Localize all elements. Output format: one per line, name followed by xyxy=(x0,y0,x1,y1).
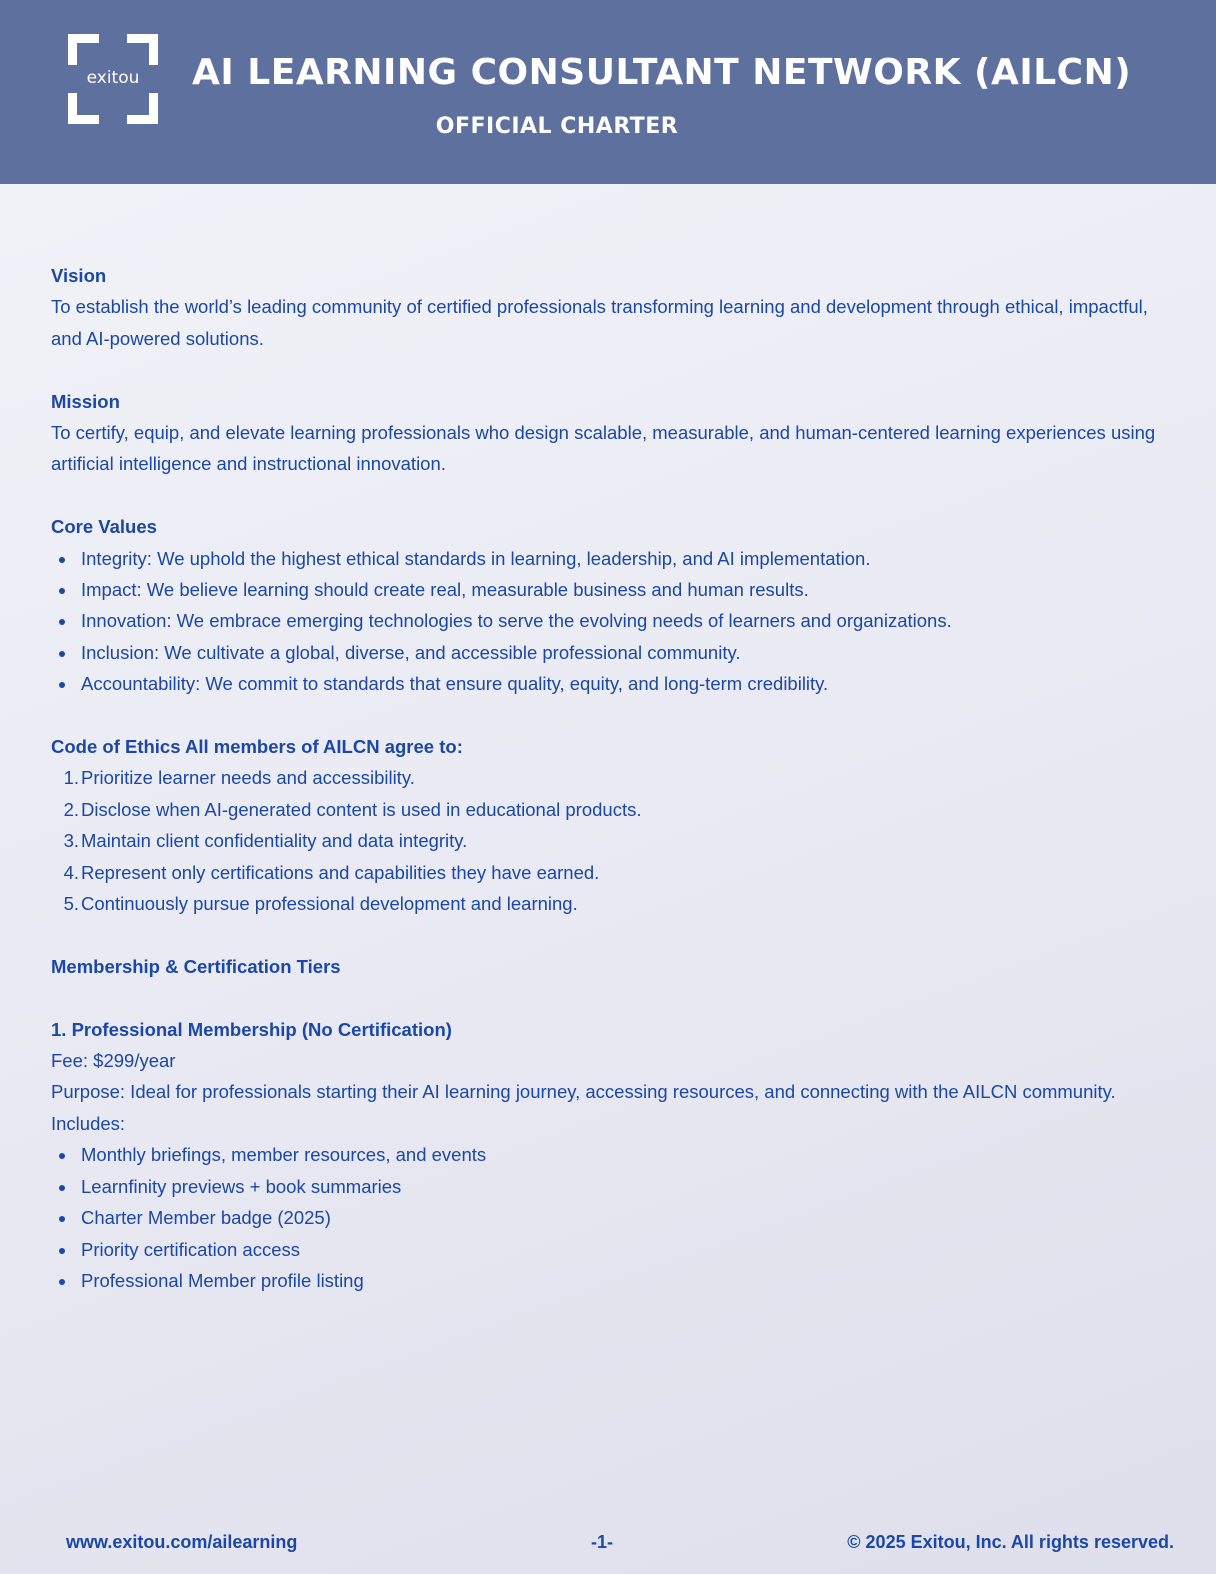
list-item xyxy=(51,794,1161,825)
ethics-list xyxy=(51,762,1161,919)
vision-text: To establish the world’s leading community of certified professionals transforming learning and development through ethical, impactful, and AI-powered solutions. xyxy=(51,296,1148,349)
list-item: Priority certification access xyxy=(51,1234,1161,1265)
page-number: -1- xyxy=(591,1532,613,1552)
list-number: 2. xyxy=(63,798,79,820)
tier1-heading: 1. Professional Membership (No Certification) xyxy=(51,1018,452,1040)
copyright-notice: © 2025 Exitou, Inc. All rights reserved. xyxy=(847,1532,1174,1552)
tier1-includes-label: Includes: xyxy=(51,1112,126,1134)
tier1-includes-list xyxy=(51,1139,1161,1296)
exitou-logo xyxy=(68,34,158,124)
list-number: 1. xyxy=(63,767,79,789)
list-item: Inclusion: We cultivate a global, diverse, and accessible professional community. xyxy=(51,637,1161,668)
list-text: Maintain client confidentiality and data integrity. xyxy=(81,830,468,852)
page-footer xyxy=(0,1532,1216,1558)
list-item: Monthly briefings, member resources, and events xyxy=(51,1139,1161,1170)
mission-text: To certify, equip, and elevate learning professionals who design scalable, measurable, and human-centered learning experiences using artificial intelligence and instructional innovation. xyxy=(51,422,1156,475)
list-item: Innovation: We embrace emerging technologies to serve the evolving needs of learners and organizations. xyxy=(51,605,1161,636)
vision-heading: Vision xyxy=(51,265,107,286)
list-item: Learnfinity previews + book summaries xyxy=(51,1171,1161,1202)
core-values-heading: Core Values xyxy=(51,516,157,538)
list-text: Prioritize learner needs and accessibility. xyxy=(81,767,415,789)
logo-text: exitou xyxy=(86,68,140,88)
list-item: Integrity: We uphold the highest ethical standards in learning, leadership, and AI implementation. xyxy=(51,543,1161,574)
document-subtitle: OFFICIAL CHARTER xyxy=(435,114,679,139)
document-title: AI LEARNING CONSULTANT NETWORK (AILCN) xyxy=(192,52,1132,93)
list-item: Accountability: We commit to standards that ensure quality, equity, and long-term credibility. xyxy=(51,668,1161,699)
list-item: Impact: We believe learning should create real, measurable business and human results. xyxy=(51,574,1161,605)
list-text: Represent only certifications and capabilities they have earned. xyxy=(81,861,600,883)
mission-heading: Mission xyxy=(51,390,120,412)
list-item xyxy=(51,888,1161,919)
list-item: Professional Member profile listing xyxy=(51,1265,1161,1296)
list-item xyxy=(51,857,1161,888)
core-values-list xyxy=(51,543,1161,700)
tiers-heading: Membership & Certification Tiers xyxy=(51,955,341,977)
header-banner xyxy=(0,0,1216,184)
charter-body xyxy=(51,260,1161,1296)
list-number: 3. xyxy=(63,830,79,852)
list-item xyxy=(51,825,1161,856)
list-number: 4. xyxy=(63,861,79,883)
list-number: 5. xyxy=(63,893,79,915)
website-link[interactable]: www.exitou.com/ailearning xyxy=(66,1532,298,1552)
tier1-purpose: Purpose: Ideal for professionals starting their AI learning journey, accessing resources, and connecting with the AILCN community. xyxy=(51,1081,1116,1103)
list-item xyxy=(51,762,1161,793)
ethics-heading: Code of Ethics All members of AILCN agree to: xyxy=(51,736,463,758)
logo-corner xyxy=(127,34,158,65)
tier1-fee: Fee: $299/year xyxy=(51,1050,176,1072)
list-text: Continuously pursue professional development and learning. xyxy=(81,893,578,915)
logo-corner xyxy=(68,34,99,65)
list-text: Disclose when AI-generated content is used in educational products. xyxy=(81,798,642,820)
list-item: Charter Member badge (2025) xyxy=(51,1202,1161,1233)
